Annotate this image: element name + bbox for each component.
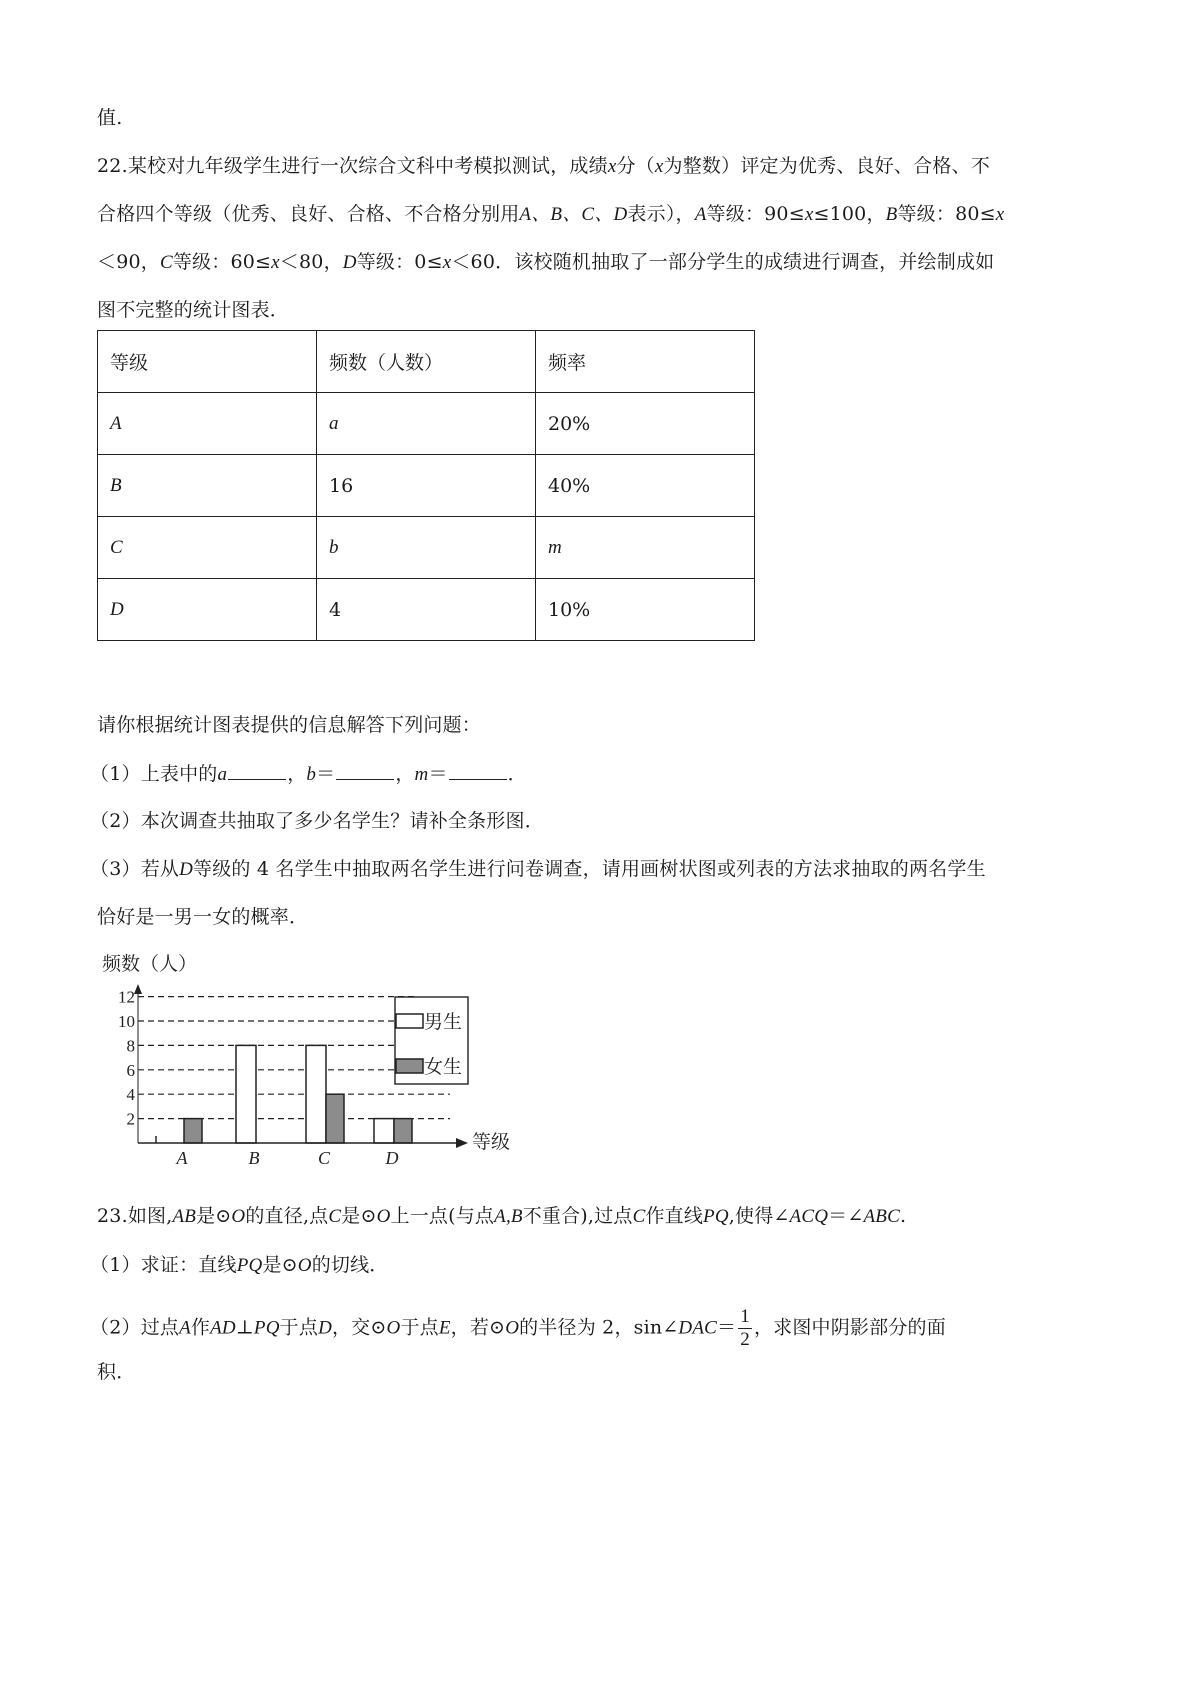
- var: PQ: [703, 1206, 729, 1227]
- text: 某校对九年级学生进行一次综合文科中考模拟测试，成绩: [127, 155, 608, 177]
- legend: [395, 997, 468, 1084]
- var: A: [179, 1317, 191, 1339]
- var: A、B、C、D: [519, 204, 628, 225]
- x-category-label: C: [317, 1148, 331, 1168]
- q23-sub2-line2: 积．: [97, 1361, 136, 1383]
- var: x: [607, 156, 617, 177]
- table-header: 频率: [536, 331, 755, 393]
- legend-label: 男生: [424, 1011, 463, 1033]
- var: A,B: [494, 1206, 523, 1227]
- table-row: [98, 579, 755, 641]
- text: ，若⊙: [450, 1316, 506, 1339]
- y-ticks: [118, 988, 136, 1129]
- text: ＜60．该校随机抽取了一部分学生的成绩进行调查，并绘制成如: [451, 251, 995, 273]
- x-category-label: A: [176, 1148, 188, 1168]
- var: a: [217, 764, 228, 785]
- var: E: [438, 1317, 451, 1339]
- q22-sub1: [90, 761, 527, 787]
- table-cell: A: [98, 393, 317, 455]
- var: AD: [210, 1317, 236, 1339]
- text: 于点: [400, 1316, 439, 1339]
- bar-boys: [236, 1045, 256, 1143]
- y-tick-label: 8: [126, 1036, 135, 1056]
- table-cell: a: [317, 393, 536, 455]
- table-cell: C: [98, 517, 317, 579]
- text: ，: [287, 763, 307, 785]
- var: DAC: [678, 1317, 718, 1339]
- text: 为整数）评定为优秀、良好、合格、不: [663, 155, 990, 177]
- table-cell: 16: [317, 455, 536, 517]
- q23-line1: [97, 1204, 906, 1229]
- var: x: [804, 204, 814, 225]
- table-row: [98, 517, 755, 579]
- table-cell: B: [98, 455, 317, 517]
- x-axis-label: 等级: [472, 1131, 511, 1153]
- text: ．: [507, 763, 527, 785]
- text: 表示），: [627, 203, 695, 225]
- text: ＝: [717, 1316, 737, 1339]
- text: 等级：90≤: [706, 203, 805, 225]
- text: 等级：80≤: [897, 203, 996, 225]
- text: （3）若从: [90, 858, 180, 880]
- q22-number: 22.: [97, 155, 128, 177]
- bar-chart: [100, 950, 520, 1180]
- table-cell: m: [536, 517, 755, 579]
- text: 等级的 4 名学生中抽取两名学生进行问卷调查，请用画树状图或列表的方法求抽取的两名学生: [193, 858, 986, 880]
- var: O: [386, 1317, 401, 1339]
- text: ＝: [428, 763, 448, 785]
- text: 是⊙: [341, 1205, 377, 1227]
- var: x: [271, 252, 280, 273]
- var: PQ: [253, 1317, 280, 1339]
- fraction-one-half: [738, 1306, 752, 1351]
- text: ＜80，: [279, 251, 343, 273]
- text: ，: [395, 763, 415, 785]
- q23-sub2: [90, 1306, 946, 1351]
- text: 是⊙: [262, 1254, 298, 1276]
- table-cell: 10%: [536, 579, 755, 641]
- text: 作: [190, 1316, 211, 1339]
- table-cell: 20%: [536, 393, 755, 455]
- answer-blank-a[interactable]: [228, 761, 286, 780]
- var: C: [159, 252, 173, 273]
- text: ,使得∠: [728, 1205, 790, 1227]
- text: 不重合),过点: [522, 1205, 633, 1227]
- text: ≤100，: [813, 203, 886, 225]
- text: ＜90，: [97, 251, 160, 273]
- var: ABC: [863, 1206, 900, 1227]
- answer-blank-m[interactable]: [449, 761, 507, 780]
- var: m: [414, 764, 429, 785]
- text: （1）上表中的: [90, 763, 218, 785]
- text: .: [899, 1205, 907, 1227]
- var: B: [885, 204, 898, 225]
- q22-intro-line1: [97, 154, 990, 179]
- bar-girls: [184, 1119, 202, 1143]
- x-categories: [176, 1148, 399, 1168]
- denominator: 2: [740, 1329, 750, 1350]
- previous-question-tail: 值.: [97, 107, 123, 129]
- bar-girls: [326, 1094, 344, 1143]
- text: 等级：0≤: [356, 251, 443, 273]
- var: A: [694, 204, 707, 225]
- var: C: [632, 1206, 646, 1227]
- text: ，交⊙: [331, 1316, 387, 1339]
- var: ACQ: [789, 1206, 829, 1227]
- var: O: [376, 1206, 391, 1227]
- var: x: [654, 156, 664, 177]
- text: ⊥: [235, 1316, 254, 1339]
- answer-blank-b[interactable]: [336, 761, 394, 780]
- var: x: [442, 252, 452, 273]
- legend-swatch-boys: [396, 1014, 423, 1028]
- text: ＝∠: [828, 1205, 864, 1227]
- var: D: [318, 1317, 332, 1339]
- text: （2）过点: [90, 1316, 180, 1339]
- frequency-table: [97, 330, 755, 641]
- var: C: [328, 1206, 342, 1227]
- legend-swatch-girls: [396, 1059, 423, 1073]
- x-category-label: D: [385, 1148, 399, 1168]
- q23-sub1: [90, 1253, 389, 1278]
- bar-boys: [374, 1119, 394, 1143]
- text: 分（: [616, 155, 655, 177]
- x-axis-arrow-icon: [456, 1138, 468, 1148]
- table-header: 等级: [98, 331, 317, 393]
- table-cell: D: [98, 579, 317, 641]
- var: b: [306, 764, 317, 785]
- q22-prompt: 请你根据统计图表提供的信息解答下列问题：: [97, 714, 482, 736]
- q22-intro-line3: [97, 250, 994, 275]
- text: （1）求证：直线: [90, 1254, 237, 1276]
- table-row: [98, 455, 755, 517]
- text: ，求图中阴影部分的面: [753, 1316, 946, 1339]
- table-cell: 40%: [536, 455, 755, 517]
- var: O: [505, 1317, 520, 1339]
- table-header-row: [98, 331, 755, 393]
- var: O: [231, 1206, 246, 1227]
- var: D: [342, 252, 357, 273]
- table-row: [98, 393, 755, 455]
- var: PQ: [236, 1255, 263, 1276]
- text: 23.如图,: [97, 1205, 173, 1227]
- bar-boys: [306, 1045, 326, 1143]
- q22-sub2: （2）本次调查共抽取了多少名学生？请补全条形图．: [90, 810, 544, 832]
- q22-intro-line4: 图不完整的统计图表．: [97, 299, 290, 321]
- text: 的切线．: [311, 1254, 389, 1276]
- text: 上一点(与点: [390, 1205, 495, 1227]
- text: 是⊙: [196, 1205, 232, 1227]
- text: 的半径为 2，sin∠: [519, 1316, 679, 1339]
- var: AB: [172, 1206, 197, 1227]
- table-cell: 4: [317, 579, 536, 641]
- y-axis-label: 频数（人）: [102, 953, 198, 975]
- q22-sub3-line2: 恰好是一男一女的概率．: [97, 906, 309, 928]
- y-tick-label: 12: [118, 987, 135, 1007]
- var: D: [179, 859, 194, 880]
- y-tick-label: 10: [118, 1012, 135, 1031]
- numerator: 1: [740, 1306, 750, 1327]
- text: 等级：60≤: [172, 251, 272, 273]
- text: 于点: [279, 1316, 319, 1339]
- text: 作直线: [645, 1205, 704, 1227]
- text: 的直径,点: [245, 1205, 329, 1227]
- y-tick-label: 6: [126, 1060, 135, 1080]
- var: O: [297, 1255, 312, 1276]
- legend-label: 女生: [424, 1056, 463, 1078]
- y-tick-label: 4: [126, 1085, 135, 1105]
- var: x: [995, 204, 1005, 225]
- table-cell: b: [317, 517, 536, 579]
- q22-intro-line2: [97, 202, 1004, 227]
- y-axis-arrow-icon: [134, 984, 142, 994]
- y-tick-label: 2: [126, 1109, 135, 1129]
- text: 合格四个等级（优秀、良好、合格、不合格分别用: [97, 203, 520, 225]
- bar-girls: [394, 1119, 412, 1143]
- q22-sub3: [90, 857, 986, 882]
- x-category-label: B: [248, 1148, 260, 1168]
- text: ＝: [316, 763, 336, 785]
- table-header: 频数（人数）: [317, 331, 536, 393]
